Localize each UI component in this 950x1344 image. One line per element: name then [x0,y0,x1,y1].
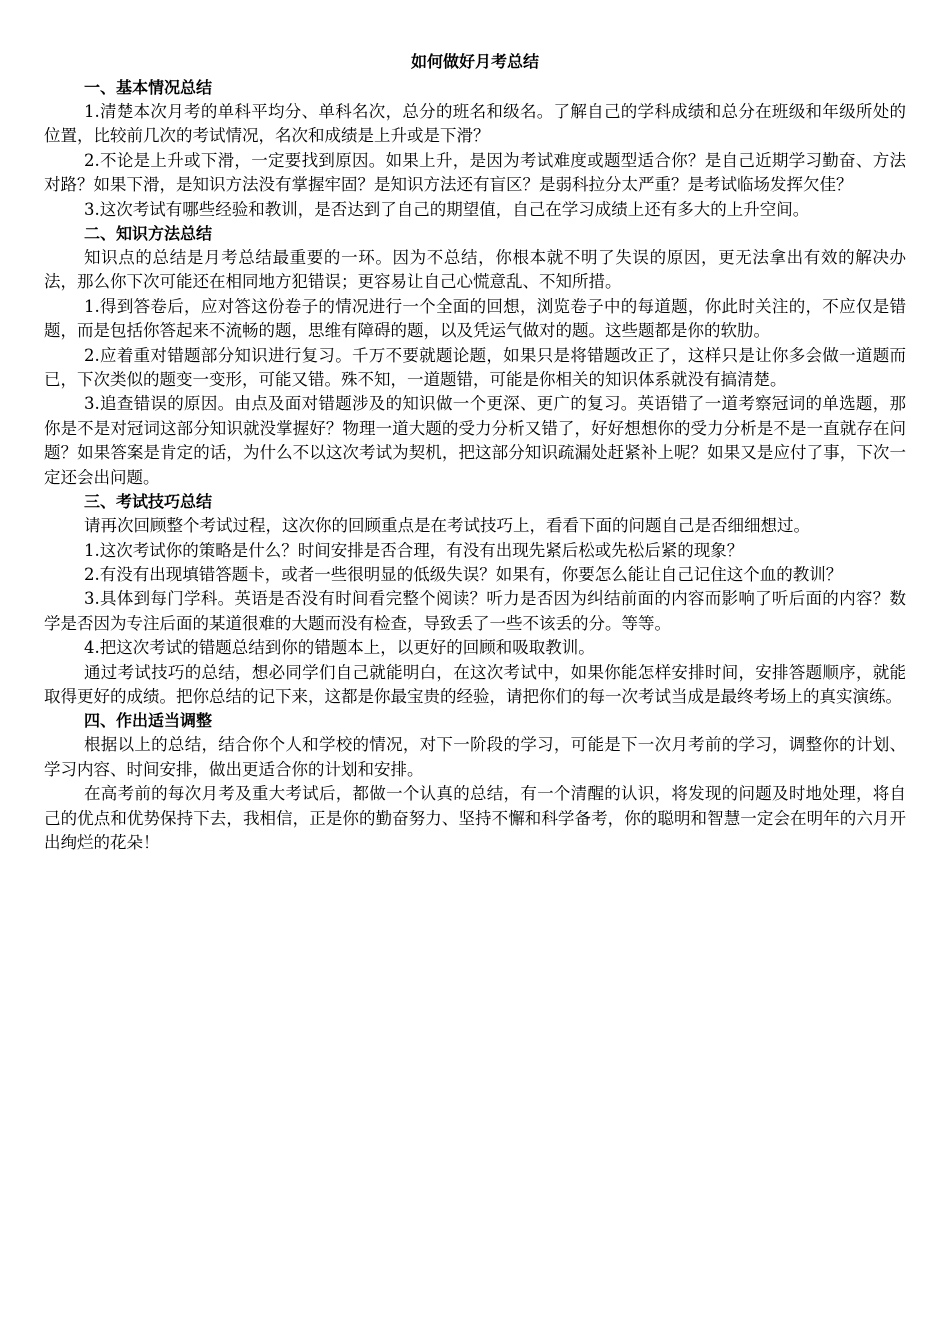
paragraph: 4.把这次考试的错题总结到你的错题本上，以更好的回顾和吸取教训。 [84,638,595,658]
section-adjustment [44,709,906,855]
paragraph: 2.有没有出现填错答题卡，或者一些很明显的低级失误？如果有，你要怎么能让自己记住这个血的教训？ [84,564,843,584]
paragraph: 知识点的总结是月考总结最重要的一环。因为不总结，你根本就不明了失误的原因，更无法拿出有效的解决办法，那么你下次可能还在相同地方犯错误；更容易让自己心慌意乱、不知所措。 [44,248,906,292]
section-heading: 四、作出适当调整 [84,711,213,731]
paragraph: 2.不论是上升或下滑，一定要找到原因。如果上升，是因为考试难度或题型适合你？是自己近期学习勤奋、方法对路？如果下滑，是知识方法没有掌握牢固？是知识方法还有盲区？是弱科拉分太严重？是考试临场发挥欠佳？ [44,150,906,195]
section-heading: 一、基本情况总结 [84,78,213,97]
section-heading: 二、知识方法总结 [84,224,213,244]
paragraph: 3.追查错误的原因。由点及面对错题涉及的知识做一个更深、更广的复习。英语错了一道考察冠词的单选题，那你是不是对冠词这部分知识就没掌握好？物理一道大题的受力分析又错了，好好想想你的受力分析是不是一直就存在问题？如果答案是肯定的话，为什么不以这次考试为契机，把这部分知识疏漏处赶紧补上呢？如果又是应付了事，下次一定还会出问题。 [44,394,906,487]
paragraph: 2.应着重对错题部分知识进行复习。千万不要就题论题，如果只是将错题改正了，这样只是让你多会做一道题而已，下次类似的题变一变形，可能又错。殊不知，一道题错，可能是你相关的知识体系就没有搞清楚。 [44,345,906,390]
paragraph: 1.得到答卷后，应对答这份卷子的情况进行一个全面的回想，浏览卷子中的每道题，你此时关注的，不应仅是错题，而是包括你答起来不流畅的题，思维有障碍的题，以及凭运气做对的题。这些题都是你的软肋。 [44,296,906,341]
section-knowledge-method [44,222,906,490]
paragraph: 在高考前的每次月考及重大考试后，都做一个认真的总结，有一个清醒的认识，将发现的问题及时地处理，将自己的优点和优势保持下去，我相信，正是你的勤奋努力、坚持不懈和科学备考，你的聪明和智慧一定会在明年的六月开出绚烂的花朵！ [44,784,906,852]
paragraph: 请再次回顾整个考试过程，这次你的回顾重点是在考试技巧上，看看下面的问题自己是否细细想过。 [84,516,810,536]
paragraph: 1.清楚本次月考的单科平均分、单科名次，总分的班名和级名。了解自己的学科成绩和总分在班级和年级所处的位置，比较前几次的考试情况，名次和成绩是上升或是下滑？ [44,102,906,146]
paragraph: 1.这次考试你的策略是什么？时间安排是否合理，有没有出现先紧后松或先松后紧的现象？ [84,540,744,560]
paragraph: 3.具体到每门学科。英语是否没有时间看完整个阅读？听力是否因为纠结前面的内容而影响了听后面的内容？数学是否因为专注后面的某道很难的大题而没有检查，导致丢了一些不该丢的分。等等。 [44,589,906,633]
document-page [44,48,906,855]
paragraph: 3.这次考试有哪些经验和教训，是否达到了自己的期望值，自己在学习成绩上还有多大的上升空间。 [84,199,810,219]
section-exam-skills [44,490,906,709]
section-basic-summary [44,76,906,222]
paragraph: 根据以上的总结，结合你个人和学校的情况，对下一阶段的学习，可能是下一次月考前的学习，调整你的计划、学习内容、时间安排，做出更适合你的计划和安排。 [44,735,906,779]
section-heading: 三、考试技巧总结 [84,492,213,512]
paragraph: 通过考试技巧的总结，想必同学们自己就能明白，在这次考试中，如果你能怎样安排时间，安排答题顺序，就能取得更好的成绩。把你总结的记下来，这都是你最宝贵的经验，请把你们的每一次考试当成是最终考场上的真实演练。 [44,662,906,706]
document-title: 如何做好月考总结 [410,52,539,71]
